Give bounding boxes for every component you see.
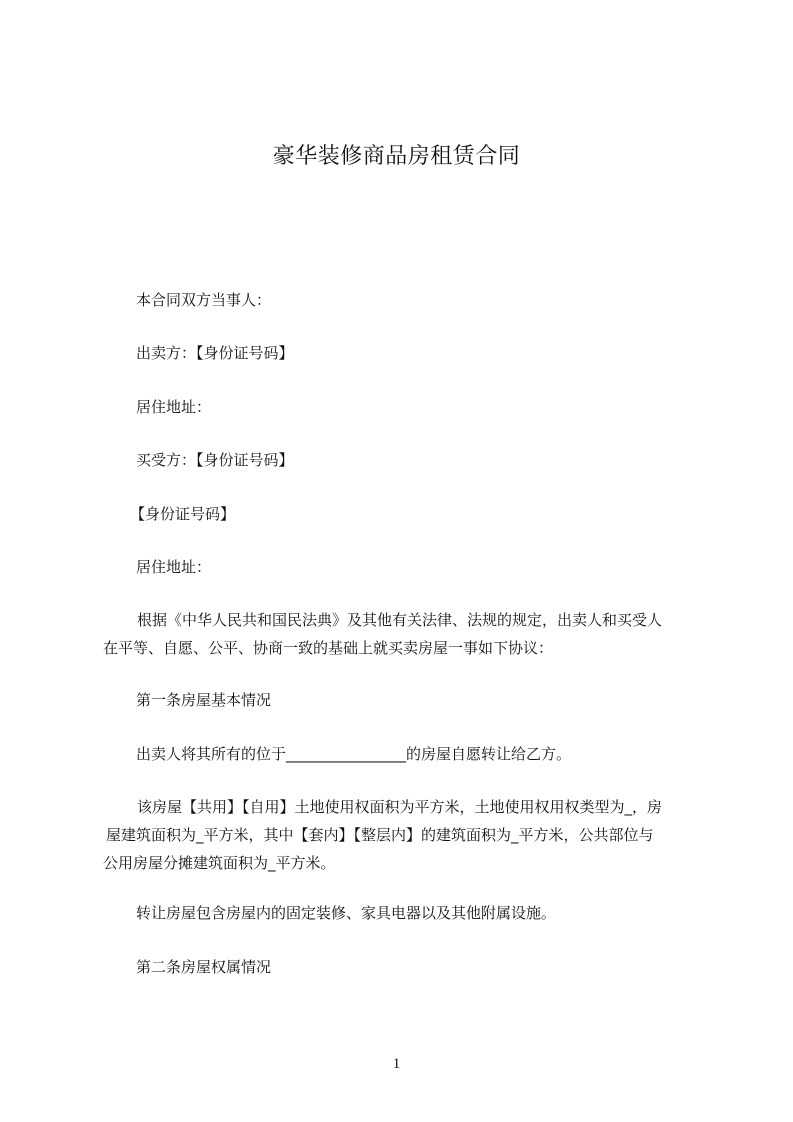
basis-line-2: 在平等、自愿、公平、协商一致的基础上就买卖房屋一事如下协议： bbox=[103, 639, 554, 657]
area-line-3: 公用房屋分摊建筑面积为_平方米。 bbox=[103, 854, 336, 872]
transfer-paragraph: 出卖人将其所有的位于________________的房屋自愿转让给乙方。 bbox=[136, 745, 572, 763]
seller-line: 出卖方：【身份证号码】 bbox=[136, 344, 294, 362]
page-number: 1 bbox=[392, 1056, 401, 1072]
buyer-id-line: 【身份证号码】 bbox=[130, 505, 236, 523]
buyer-line: 买受方：【身份证号码】 bbox=[136, 451, 294, 469]
buyer-address-line: 居住地址： bbox=[136, 558, 212, 576]
basis-paragraph bbox=[103, 606, 703, 662]
document-title: 豪华装修商品房租赁合同 bbox=[272, 144, 521, 169]
parties-intro: 本合同双方当事人： bbox=[136, 291, 272, 309]
fixtures-paragraph: 转让房屋包含房屋内的固定装修、家具电器以及其他附属设施。 bbox=[136, 904, 557, 922]
article-2-heading: 第二条房屋权属情况 bbox=[136, 958, 272, 976]
basis-line-1: 根据《中华人民共和国民法典》及其他有关法律、法规的规定，出卖人和买受人 bbox=[137, 611, 663, 629]
area-line-2: 屋建筑面积为_平方米，其中【套内】【整层内】的建筑面积为_平方米，公共部位与 bbox=[106, 826, 654, 844]
area-line-1: 该房屋【共用】【自用】土地使用权面积为平方米，土地使用权用权类型为_，房 bbox=[137, 798, 663, 816]
area-paragraph bbox=[103, 793, 703, 877]
article-1-heading: 第一条房屋基本情况 bbox=[136, 691, 272, 709]
seller-address-line: 居住地址： bbox=[136, 398, 212, 416]
